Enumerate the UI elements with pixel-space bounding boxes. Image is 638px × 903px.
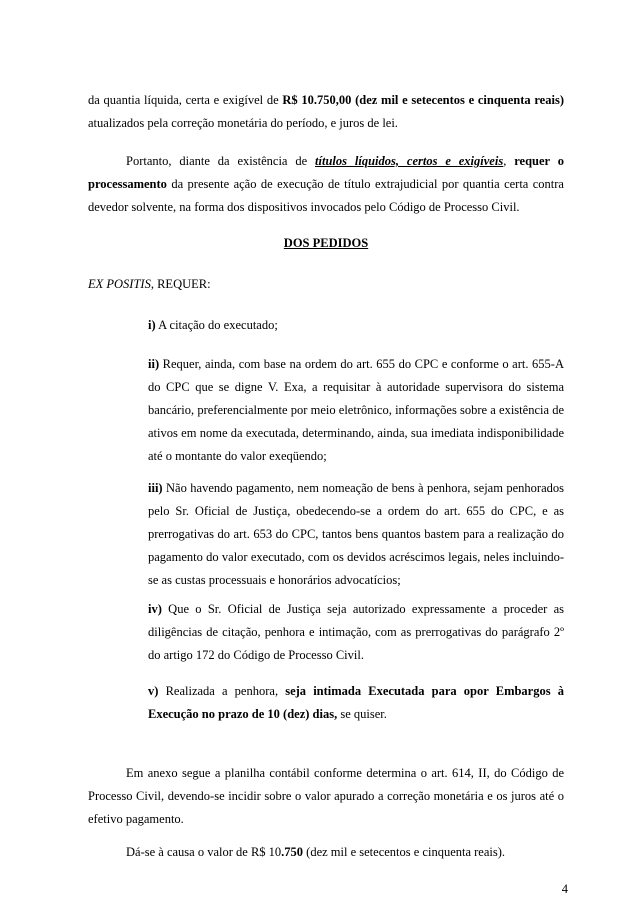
amount-text-2: atualizados pela correção monetária do período, e juros de lei. bbox=[88, 116, 398, 130]
ex-positis: EX POSITIS bbox=[88, 277, 151, 291]
valor-text-1: Dá-se à causa o valor de R$ 10 bbox=[126, 845, 282, 859]
amount-value: R$ 10.750,00 (dez mil e setecentos e cinquenta reais) bbox=[282, 93, 564, 107]
item-text: Que o Sr. Oficial de Justiça seja autorizado expressamente a proceder as diligências de citação, penhora e intimação, com as prerrogativas do parágrafo 2º do artigo 172 do Código de Processo Civil. bbox=[148, 602, 564, 662]
item-text: A citação do executado; bbox=[155, 318, 278, 332]
item-text: Não havendo pagamento, nem nomeação de bens à penhora, sejam penhorados pelo Sr. Oficial de Justiça, obedecendo-se a ordem do art. 655 do CPC, e as prerrogativas do art. 653 do CPC, tantos bens quantos bastem para a realização do pagamento do valor executado, com os devidos acréscimos legais, neles incluindo-se as custas processuais e honorários advocatícios; bbox=[148, 481, 564, 587]
requer-emphasis: requer o processamento bbox=[88, 154, 565, 191]
item-number: iv) bbox=[148, 602, 162, 616]
request-item-iv bbox=[148, 598, 564, 667]
section-heading: DOS PEDIDOS bbox=[283, 236, 369, 250]
request-item-ii bbox=[148, 353, 564, 468]
paragraph-valor-causa bbox=[88, 841, 564, 864]
portanto-comma: , bbox=[503, 154, 515, 168]
item-number: v) bbox=[148, 684, 159, 698]
item-text-2: se quiser. bbox=[337, 707, 387, 721]
page-number: 4 bbox=[561, 882, 568, 896]
portanto-text-2: da presente ação de execução de título extrajudicial por quantia certa contra devedor solvente, na forma dos dispositivos invocados pelo Código de Processo Civil. bbox=[88, 177, 564, 214]
item-number: i) bbox=[148, 318, 156, 332]
paragraph-portanto bbox=[88, 150, 564, 219]
portanto-text-1: Portanto, diante da existência de bbox=[126, 154, 316, 168]
item-emphasis: seja intimada Executada para opor Embargos à Execução no prazo de 10 (dez) dias, bbox=[148, 684, 564, 721]
request-item-v bbox=[148, 680, 564, 726]
item-number: iii) bbox=[148, 481, 163, 495]
request-item-i bbox=[148, 314, 564, 337]
item-number: ii) bbox=[148, 357, 160, 371]
amount-text-1: da quantia líquida, certa e exigível de bbox=[88, 93, 283, 107]
titulos-emphasis: títulos líquidos, certos e exigíveis bbox=[315, 154, 504, 168]
paragraph-anexo: Em anexo segue a planilha contábil conforme determina o art. 614, II, do Código de Processo Civil, devendo-se incidir sobre o valor apurado a correção monetária e os juros até o efetivo pagamento. bbox=[88, 766, 564, 826]
item-text-1: Realizada a penhora, bbox=[158, 684, 286, 698]
request-item-iii bbox=[148, 477, 564, 592]
intro-line bbox=[88, 273, 564, 296]
valor-emphasis: .750 bbox=[281, 845, 304, 859]
requer-text: , REQUER: bbox=[150, 277, 211, 291]
valor-text-2: (dez mil e setecentos e cinquenta reais). bbox=[303, 845, 506, 859]
item-text: Requer, ainda, com base na ordem do art. 655 do CPC e conforme o art. 655-A do CPC que se digne V. Exa, a requisitar à autoridade supervisora do sistema bancário, preferencialmente por meio eletrônico, informações sobre a existência de ativos em nome da executada, determinando, ainda, sua imediata indisponibilidade até o montante do valor exeqüendo; bbox=[148, 357, 564, 463]
paragraph-amount bbox=[88, 89, 564, 135]
